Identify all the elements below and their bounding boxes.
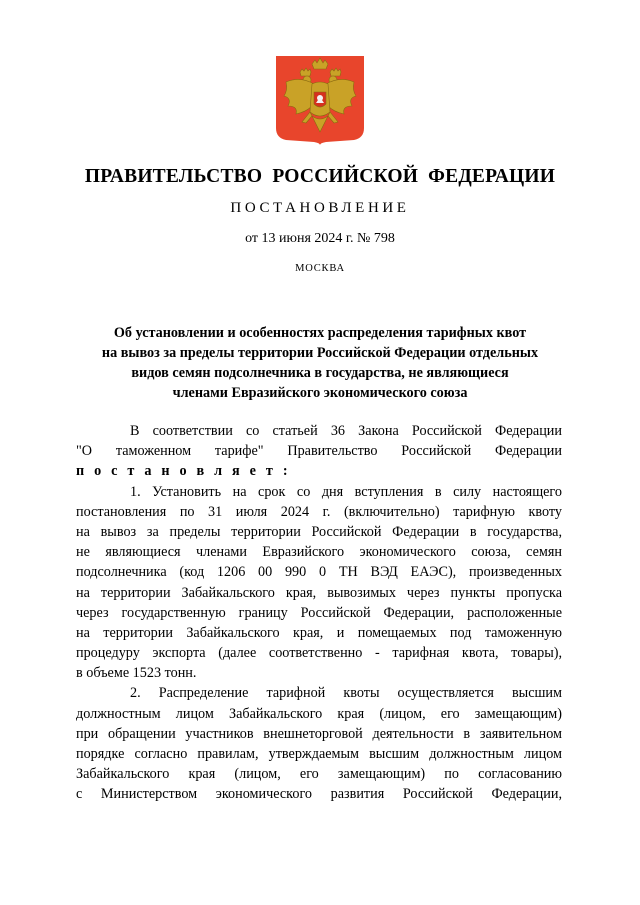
body-line: с Министерством экономического развития Российской Федерации, [76, 786, 562, 803]
body-line: процедуру экспорта (далее соответственно - тарифная квота, товары), [76, 645, 562, 662]
government-name: ПРАВИТЕЛЬСТВО РОССИЙСКОЙ ФЕДЕРАЦИИ [84, 166, 556, 187]
body-line: порядке согласно правилам, утверждаемым высшим должностным лицом [76, 746, 562, 762]
paragraph-1 [76, 482, 562, 684]
coat-of-arms-icon [276, 56, 364, 145]
body-line: 2. Распределение тарифной квоты осуществляется высшим [130, 685, 562, 702]
document-city: МОСКВА [295, 263, 345, 274]
body-line: на вывоз за пределы территории Российской Федерации в государства, [76, 523, 562, 540]
body-line: Забайкальского края (лицом, его замещающим) по согласованию [76, 766, 562, 783]
preamble [76, 421, 562, 482]
document-heading [0, 323, 640, 403]
body-line: не являющиеся членами Евразийского экономического союза, семян [76, 544, 562, 561]
heading-line: Об установлении и особенностях распределения тарифных квот [113, 325, 527, 341]
body-line: на территории Забайкальского края, вывозимых через пункты пропуска [76, 584, 562, 601]
heading-line: видов семян подсолнечника в государства, не являющиеся [131, 365, 509, 381]
heading-line: членами Евразийского экономического союза [172, 385, 468, 401]
body-line: на территории Забайкальского края, и помещаемых под таможенную [76, 624, 562, 641]
body-line: подсолнечника (код 1206 00 990 0 ТН ВЭД ЕАЭС), произведенных [76, 564, 562, 581]
body-line: постановления по 31 июля 2024 г. (включительно) тарифную квоту [76, 503, 562, 520]
body-line: при обращении участников внешнеторговой деятельности в заявительном [76, 725, 562, 742]
body-line: В соответствии со статьей 36 Закона Российской Федерации [130, 423, 562, 439]
heading-line: на вывоз за пределы территории Российской Федерации отдельных [101, 345, 539, 361]
paragraph-2 [76, 683, 562, 804]
body-line: 1. Установить на срок со дня вступления в силу настоящего [130, 483, 562, 500]
decree-word: п о с т а н о в л я е т : [76, 463, 291, 480]
body-line: должностным лицом Забайкальского края (лицом, его замещающим) [76, 705, 562, 722]
body-line: через государственную границу Российской Федерации, расположенные [76, 604, 562, 621]
body-line: "О таможенном тарифе" Правительство Российской Федерации [76, 443, 562, 460]
document-type: ПОСТАНОВЛЕНИЕ [230, 200, 410, 216]
coat-of-arms-emblem [276, 56, 364, 145]
document-body [76, 421, 562, 805]
document-date-number: от 13 июня 2024 г. № 798 [245, 231, 395, 246]
body-line: в объеме 1523 тонн. [76, 665, 197, 682]
